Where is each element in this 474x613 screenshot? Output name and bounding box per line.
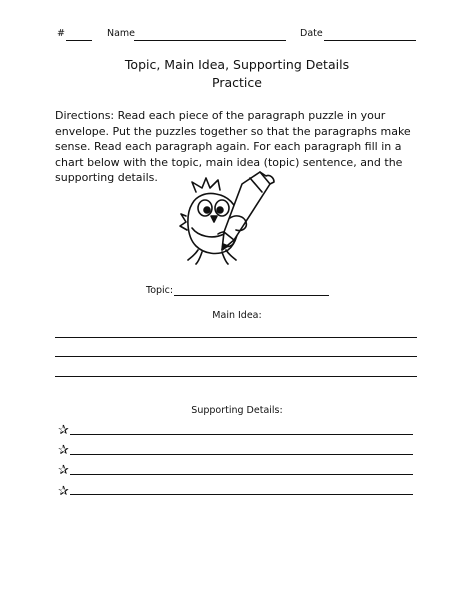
- directions-text: Directions: Read each piece of the paragraph puzzle in your envelope. Put the puzzles together so that the paragraphs make sense. Read each paragraph again. For each paragraph fill in a chart below with the topic, main idea (topic) sentence, and the supporting details.: [55, 109, 411, 184]
- number-field[interactable]: [66, 40, 92, 41]
- owl-holding-pencil-icon: [178, 170, 284, 270]
- main-idea-label: Main Idea:: [212, 310, 262, 321]
- supporting-detail-line-2[interactable]: [70, 454, 413, 455]
- star-bullet-icon: ✰: [58, 423, 69, 438]
- star-bullet-icon: ✰: [58, 463, 69, 478]
- name-field[interactable]: [134, 40, 286, 41]
- supporting-detail-line-4[interactable]: [70, 494, 413, 495]
- supporting-details-label: Supporting Details:: [191, 405, 283, 416]
- name-label: Name: [107, 28, 136, 39]
- main-idea-line-3[interactable]: [55, 376, 417, 377]
- main-idea-line-1[interactable]: [55, 337, 417, 338]
- main-idea-line-2[interactable]: [55, 356, 417, 357]
- page-subtitle: Practice: [212, 75, 262, 90]
- topic-label: Topic:: [146, 285, 174, 296]
- star-bullet-icon: ✰: [58, 443, 69, 458]
- supporting-detail-line-3[interactable]: [70, 474, 413, 475]
- date-label: Date: [300, 28, 323, 39]
- number-label: #: [57, 28, 65, 39]
- supporting-detail-line-1[interactable]: [70, 434, 413, 435]
- page-title: Topic, Main Idea, Supporting Details: [124, 57, 350, 72]
- star-bullet-icon: ✰: [58, 484, 69, 499]
- date-field[interactable]: [324, 40, 416, 41]
- topic-field[interactable]: [174, 295, 329, 296]
